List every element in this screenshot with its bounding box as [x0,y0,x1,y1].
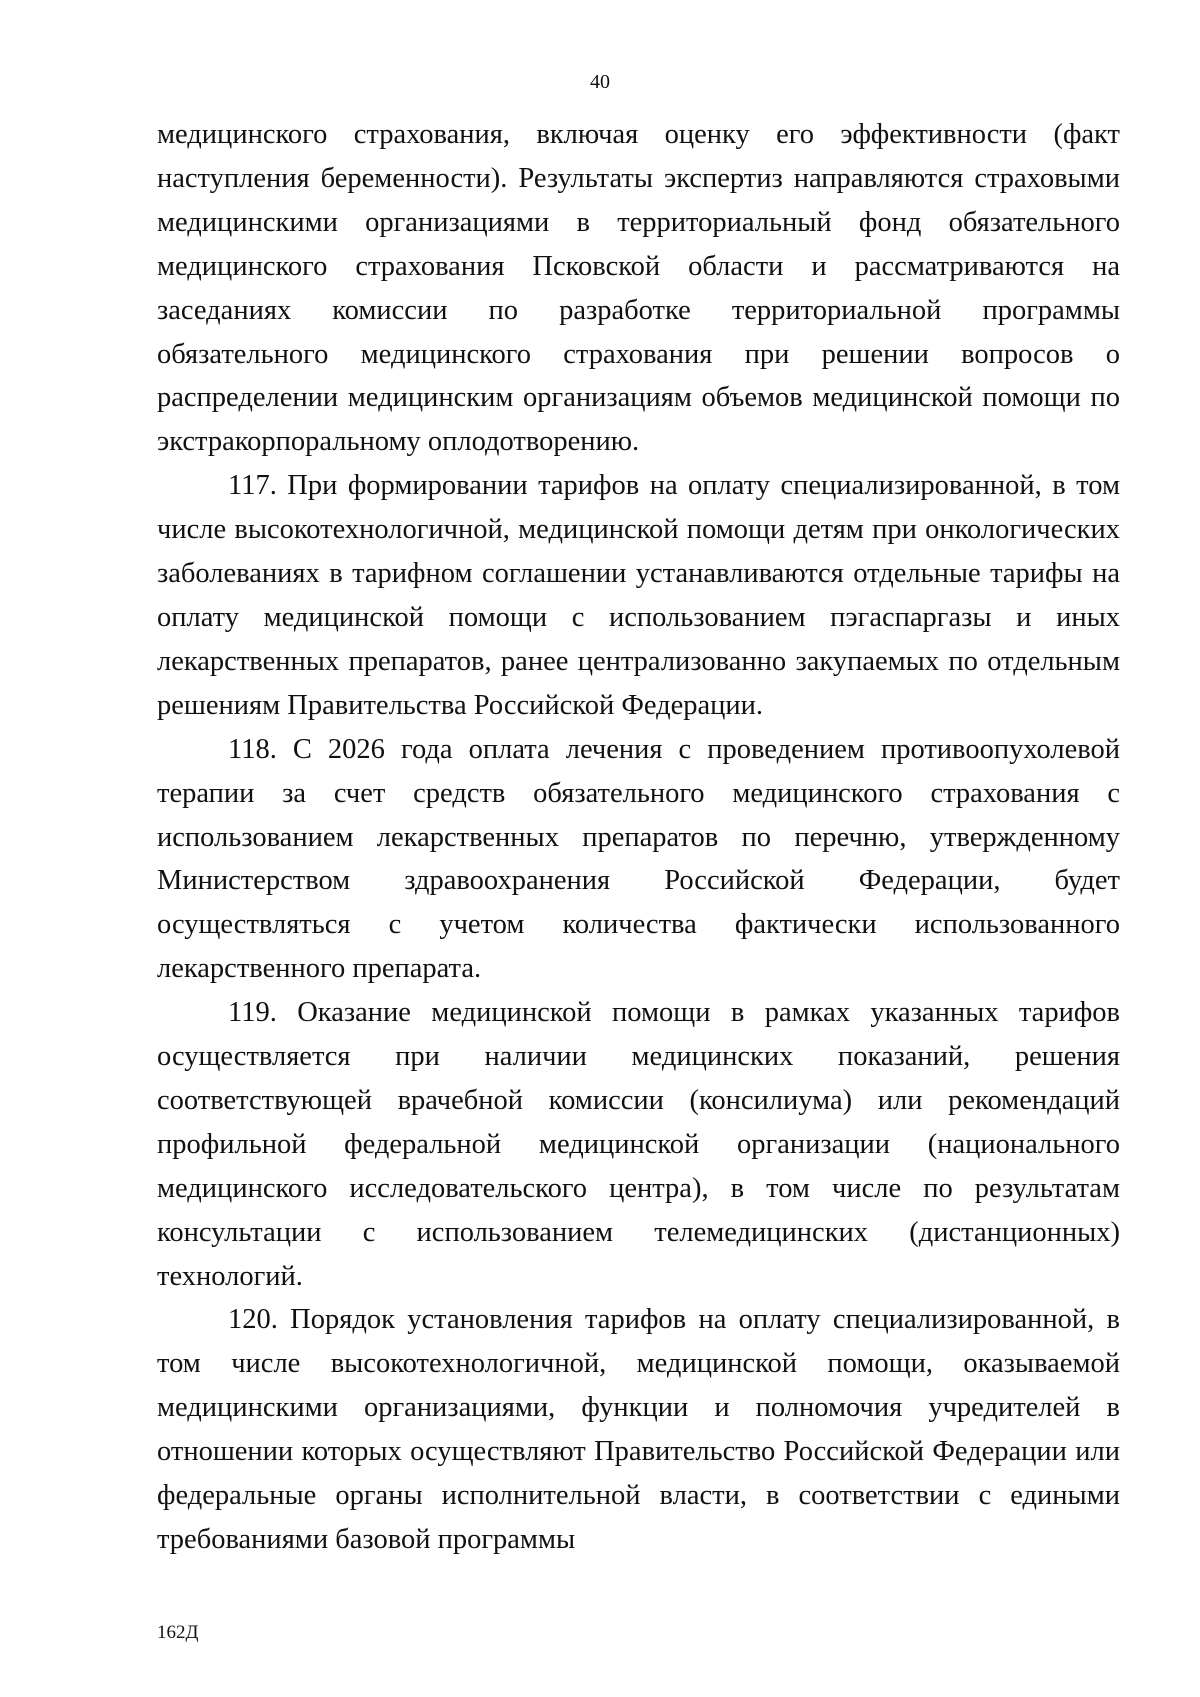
paragraph-continuation: медицинского страхования, включая оценку его эффективности (факт наступления беременности). Результаты экспертиз направляются страховыми медицинскими организациями в территориальный фонд обязательного медицинского страхования Псковской области и рассматриваются на заседаниях комиссии по разработке территориальной программы обязательного медицинского страхования при решении вопросов о распределении медицинским организациям объемов медицинской помощи по экстракорпоральному оплодотворению. [157,119,1120,458]
paragraph-118: 118. С 2026 года оплата лечения с проведением противоопухолевой терапии за счет средств обязательного медицинского страхования с использованием лекарственных препаратов по перечню, утвержденному Министерством здравоохранения Российской Федерации, будет осуществляться с учетом количества фактически использованного лекарственного препарата. [157,733,1120,985]
document-code: 162Д [157,1622,199,1643]
page-number: 40 [590,71,610,93]
paragraph-120: 120. Порядок установления тарифов на оплату специализированной, в том числе высокотехнологичной, медицинской помощи, оказываемой медицинскими организациями, функции и полномочия учредителей в отношении которых осуществляют Правительство Российской Федерации или федеральные органы исполнительной власти, в соответствии с едиными требованиями базовой программы [157,1304,1120,1555]
paragraph-119: 119. Оказание медицинской помощи в рамках указанных тарифов осуществляется при наличии медицинских показаний, решения соответствующей врачебной комиссии (консилиума) или рекомендаций профильной федеральной медицинской организации (национального медицинского исследовательского центра), в том числе по результатам консультации с использованием телемедицинских (дистанционных) технологий. [157,997,1120,1292]
paragraph-117: 117. При формировании тарифов на оплату специализированной, в том числе высокотехнологичной, медицинской помощи детям при онкологических заболеваниях в тарифном соглашении устанавливаются отдельные тарифы на оплату медицинской помощи с использованием пэгаспаргазы и иных лекарственных препаратов, ранее централизованно закупаемых по отдельным решениям Правительства Российской Федерации. [157,470,1120,721]
document-body [157,113,1120,1562]
